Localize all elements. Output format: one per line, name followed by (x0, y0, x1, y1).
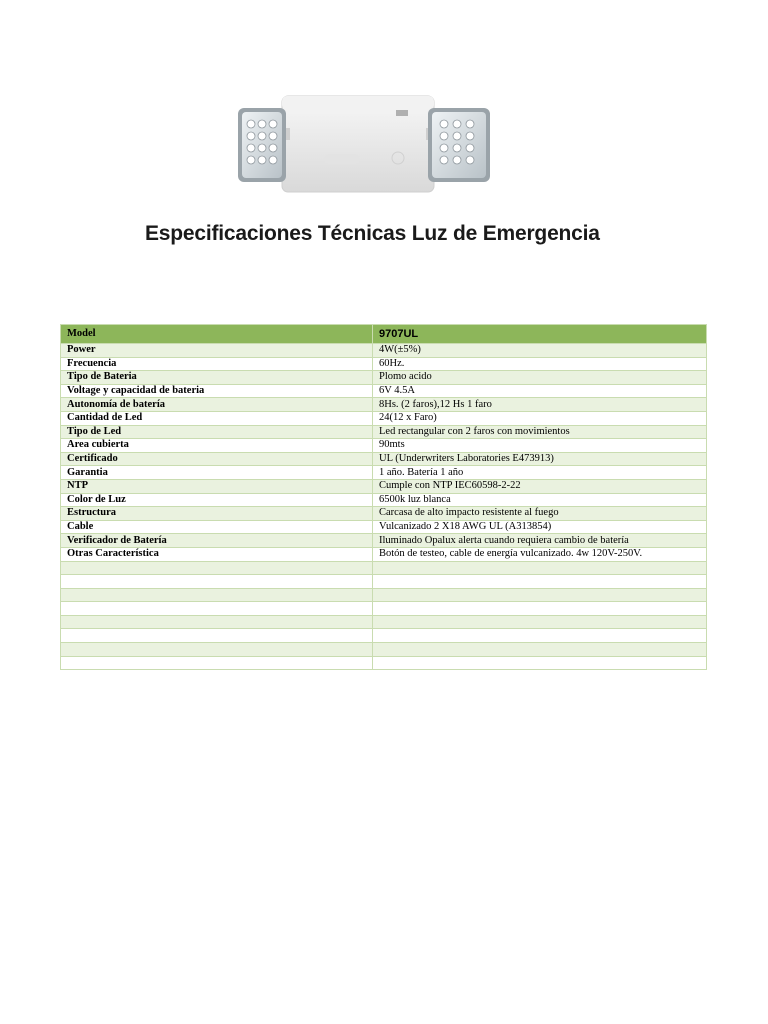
table-row (61, 615, 707, 629)
emergency-light-icon (220, 80, 496, 204)
table-row (61, 384, 707, 398)
row-value: 90mts (373, 439, 707, 453)
table-row (61, 371, 707, 385)
table-row (61, 493, 707, 507)
row-value: 24(12 x Faro) (373, 411, 707, 425)
row-value: 1 año. Batería 1 año (373, 466, 707, 480)
table-row (61, 452, 707, 466)
row-value (373, 588, 707, 602)
table-row (61, 439, 707, 453)
row-label (61, 615, 373, 629)
row-value: 8Hs. (2 faros),12 Hs 1 faro (373, 398, 707, 412)
row-label (61, 629, 373, 643)
row-value: Carcasa de alto impacto resistente al fuego (373, 507, 707, 521)
row-value (373, 561, 707, 575)
row-label (61, 588, 373, 602)
row-label: Power (61, 344, 373, 358)
table-row (61, 643, 707, 657)
row-value: 6V 4.5A (373, 384, 707, 398)
row-value: Vulcanizado 2 X18 AWG UL (A313854) (373, 520, 707, 534)
row-label: Tipo de Led (61, 425, 373, 439)
table-row (61, 520, 707, 534)
table-row (61, 561, 707, 575)
row-value: 60Hz. (373, 357, 707, 371)
spec-table-body (61, 325, 707, 670)
table-row (61, 411, 707, 425)
row-value: UL (Underwriters Laboratories E473913) (373, 452, 707, 466)
row-value: Led rectangular con 2 faros con movimientos (373, 425, 707, 439)
row-value: Cumple con NTP IEC60598-2-22 (373, 479, 707, 493)
header-label: Model (61, 325, 373, 344)
row-value (373, 602, 707, 616)
row-label: Cantidad de Led (61, 411, 373, 425)
row-value (373, 629, 707, 643)
row-label (61, 561, 373, 575)
row-value: Plomo acido (373, 371, 707, 385)
table-header-row (61, 325, 707, 344)
row-label: Otras Característica (61, 547, 373, 561)
spec-table (60, 324, 707, 670)
row-label: Tipo de Bateria (61, 371, 373, 385)
row-label: Verificador de Batería (61, 534, 373, 548)
row-label: NTP (61, 479, 373, 493)
table-row (61, 479, 707, 493)
row-label: Voltage y capacidad de bateria (61, 384, 373, 398)
row-value (373, 575, 707, 589)
row-label: Cable (61, 520, 373, 534)
row-label (61, 656, 373, 670)
row-label: Autonomía de batería (61, 398, 373, 412)
row-label (61, 643, 373, 657)
row-value: Iluminado Opalux alerta cuando requiera cambio de batería (373, 534, 707, 548)
row-label: Garantia (61, 466, 373, 480)
table-row (61, 357, 707, 371)
table-row (61, 466, 707, 480)
table-row (61, 425, 707, 439)
table-row (61, 602, 707, 616)
table-row (61, 398, 707, 412)
row-label (61, 602, 373, 616)
table-row (61, 344, 707, 358)
table-row (61, 507, 707, 521)
table-row (61, 534, 707, 548)
row-value (373, 656, 707, 670)
table-row (61, 656, 707, 670)
row-label (61, 575, 373, 589)
row-label: Color de Luz (61, 493, 373, 507)
row-value (373, 615, 707, 629)
row-label: Certificado (61, 452, 373, 466)
table-row (61, 575, 707, 589)
table-row (61, 588, 707, 602)
row-value: 4W(±5%) (373, 344, 707, 358)
page-title: Especificaciones Técnicas Luz de Emergencia (145, 222, 600, 245)
header-value: 9707UL (373, 325, 707, 344)
table-row (61, 547, 707, 561)
row-value: 6500k luz blanca (373, 493, 707, 507)
row-label: Frecuencia (61, 357, 373, 371)
table-row (61, 629, 707, 643)
row-value: Botón de testeo, cable de energía vulcanizado. 4w 120V-250V. (373, 547, 707, 561)
row-label: Estructura (61, 507, 373, 521)
row-value (373, 643, 707, 657)
row-label: Area cubierta (61, 439, 373, 453)
